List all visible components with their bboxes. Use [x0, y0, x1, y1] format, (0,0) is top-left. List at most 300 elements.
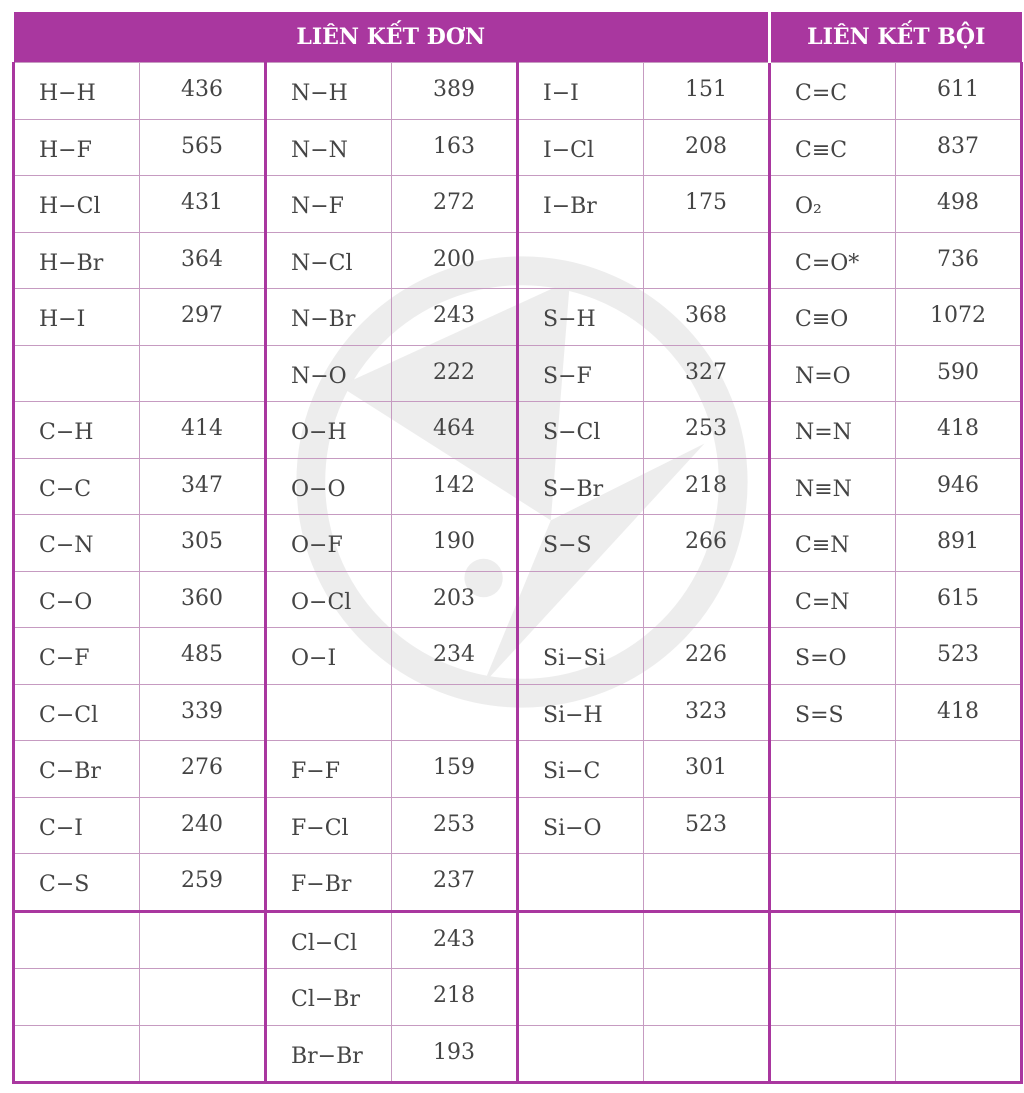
energy-value: 226	[685, 642, 727, 667]
energy-cell	[392, 628, 518, 685]
bond-cell	[266, 741, 392, 798]
bond-cell	[266, 797, 392, 854]
bond-cell	[770, 119, 896, 176]
bond-label	[771, 969, 895, 987]
energy-cell	[392, 458, 518, 515]
bond-cell	[770, 63, 896, 120]
bond-label	[15, 346, 139, 364]
energy-cell	[896, 345, 1022, 402]
bond-label	[267, 685, 391, 703]
energy-value: 368	[685, 303, 727, 328]
energy-cell	[896, 911, 1022, 969]
bond-cell	[266, 571, 392, 628]
table-row	[14, 1025, 1022, 1083]
energy-value: 523	[937, 642, 979, 667]
energy-value: 243	[433, 303, 475, 328]
bond-label: C−S	[39, 872, 90, 897]
energy-cell	[644, 741, 770, 798]
energy-cell	[140, 969, 266, 1026]
bond-cell	[770, 176, 896, 233]
bond-cell	[266, 684, 392, 741]
bond-label: Br−Br	[291, 1043, 363, 1069]
bond-cell	[770, 797, 896, 854]
table-row	[14, 176, 1022, 233]
energy-value	[896, 798, 1020, 812]
bond-label: H−I	[39, 307, 86, 332]
bond-cell	[14, 854, 140, 912]
table-row	[14, 515, 1022, 572]
bond-cell	[266, 628, 392, 685]
bond-energy-table	[12, 12, 1023, 1084]
energy-cell	[140, 402, 266, 459]
energy-value: 253	[433, 811, 475, 837]
bond-label: Cl−Br	[291, 987, 360, 1012]
energy-value: 266	[685, 529, 727, 554]
table-row	[14, 628, 1022, 685]
bond-cell	[770, 854, 896, 912]
bond-cell	[266, 515, 392, 572]
table-row	[14, 571, 1022, 628]
bond-label	[15, 913, 139, 931]
energy-value: 272	[433, 190, 475, 215]
energy-value: 159	[433, 755, 475, 780]
bond-label	[519, 913, 643, 931]
bond-cell	[14, 345, 140, 402]
energy-value: 237	[433, 868, 475, 893]
energy-cell	[644, 119, 770, 176]
bond-label: N−Cl	[291, 250, 353, 276]
bond-cell	[266, 232, 392, 289]
bond-label	[771, 798, 895, 816]
energy-value: 347	[181, 472, 223, 498]
bond-label: H−Cl	[39, 194, 101, 219]
energy-value	[140, 1026, 264, 1040]
energy-cell	[140, 797, 266, 854]
bond-label: Si−H	[543, 702, 603, 728]
bond-cell	[14, 458, 140, 515]
energy-cell	[644, 684, 770, 741]
bond-label: F−Cl	[291, 815, 349, 841]
energy-value	[896, 913, 1020, 927]
energy-cell	[644, 289, 770, 346]
bond-label: I−Br	[543, 194, 597, 219]
bond-cell	[518, 402, 644, 459]
energy-value: 736	[937, 246, 979, 272]
energy-cell	[896, 854, 1022, 912]
energy-cell	[392, 176, 518, 233]
bond-label	[519, 854, 643, 872]
energy-cell	[644, 63, 770, 120]
bond-cell	[14, 797, 140, 854]
bond-label	[519, 572, 643, 590]
energy-cell	[896, 458, 1022, 515]
bond-label: O−I	[291, 646, 337, 671]
bond-label: Si−Si	[543, 646, 606, 671]
energy-value: 222	[433, 359, 475, 385]
energy-cell	[392, 345, 518, 402]
bond-label: N−O	[291, 363, 347, 389]
energy-cell	[392, 402, 518, 459]
energy-value	[140, 346, 264, 360]
bond-cell	[518, 63, 644, 120]
bond-cell	[518, 571, 644, 628]
bond-label: C−Br	[39, 759, 101, 784]
energy-value: 175	[685, 190, 727, 215]
bond-cell	[518, 119, 644, 176]
bond-cell	[266, 402, 392, 459]
bond-cell	[14, 628, 140, 685]
bond-cell	[518, 176, 644, 233]
energy-value: 360	[181, 585, 223, 611]
energy-value: 259	[181, 868, 223, 893]
energy-cell	[140, 458, 266, 515]
energy-cell	[644, 458, 770, 515]
bond-label: O₂	[795, 194, 822, 219]
bond-label: C−F	[39, 646, 90, 671]
energy-value: 485	[181, 642, 223, 667]
energy-value: 590	[937, 359, 979, 385]
bond-cell	[518, 741, 644, 798]
energy-cell	[392, 232, 518, 289]
energy-cell	[140, 63, 266, 120]
energy-cell	[896, 63, 1022, 120]
bond-cell	[266, 458, 392, 515]
energy-cell	[644, 1025, 770, 1083]
energy-value: 464	[433, 416, 475, 441]
bond-cell	[770, 515, 896, 572]
energy-value: 163	[433, 133, 475, 159]
energy-value: 418	[937, 416, 979, 441]
energy-value: 946	[937, 472, 979, 498]
table-body	[14, 63, 1022, 1083]
energy-value: 615	[937, 585, 979, 611]
bond-label: C≡N	[795, 533, 850, 558]
bond-cell	[14, 684, 140, 741]
energy-value	[392, 685, 516, 699]
bond-cell	[14, 1025, 140, 1083]
bond-label: F−F	[291, 759, 340, 784]
table-row	[14, 63, 1022, 120]
energy-value: 297	[181, 303, 223, 328]
energy-cell	[392, 63, 518, 120]
bond-label: C=O*	[795, 250, 860, 276]
bond-cell	[518, 345, 644, 402]
bond-cell	[770, 289, 896, 346]
bond-cell	[518, 628, 644, 685]
bond-cell	[518, 458, 644, 515]
energy-value: 253	[685, 416, 727, 441]
table-row	[14, 458, 1022, 515]
bond-cell	[14, 119, 140, 176]
bond-label: C−H	[39, 420, 94, 445]
energy-value	[896, 1026, 1020, 1040]
bond-cell	[266, 1025, 392, 1083]
bond-label	[771, 854, 895, 872]
bond-cell	[770, 345, 896, 402]
bond-cell	[518, 911, 644, 969]
bond-cell	[266, 119, 392, 176]
energy-value: 218	[685, 472, 727, 498]
bond-label: F−Br	[291, 872, 352, 897]
bond-cell	[518, 854, 644, 912]
table-row	[14, 402, 1022, 459]
energy-value: 323	[685, 698, 727, 724]
energy-value: 1072	[930, 303, 986, 328]
bond-cell	[770, 911, 896, 969]
energy-value	[644, 913, 768, 927]
energy-cell	[392, 969, 518, 1026]
bond-energy-table-container	[12, 12, 1018, 1084]
bond-cell	[518, 684, 644, 741]
energy-cell	[896, 119, 1022, 176]
bond-label	[519, 969, 643, 987]
bond-label	[771, 913, 895, 931]
bond-cell	[14, 515, 140, 572]
energy-cell	[140, 232, 266, 289]
energy-cell	[392, 571, 518, 628]
bond-label: N=O	[795, 363, 851, 389]
bond-label: O−O	[291, 476, 346, 502]
bond-label: S−Cl	[543, 420, 601, 445]
bond-label: C−N	[39, 533, 94, 558]
energy-value	[644, 854, 768, 868]
energy-value: 498	[937, 190, 979, 215]
bond-label: O−H	[291, 420, 347, 445]
energy-value	[140, 913, 264, 927]
bond-cell	[770, 458, 896, 515]
bond-cell	[770, 741, 896, 798]
energy-cell	[392, 911, 518, 969]
table-row	[14, 969, 1022, 1026]
table-row	[14, 911, 1022, 969]
bond-cell	[770, 571, 896, 628]
bond-label: C−C	[39, 476, 92, 502]
bond-label	[771, 1026, 895, 1044]
bond-cell	[14, 176, 140, 233]
energy-value: 276	[181, 755, 223, 780]
energy-cell	[644, 911, 770, 969]
energy-cell	[896, 289, 1022, 346]
energy-cell	[896, 571, 1022, 628]
bond-label: H−H	[39, 81, 96, 106]
bond-cell	[770, 1025, 896, 1083]
energy-value	[140, 969, 264, 983]
energy-value: 837	[937, 133, 979, 159]
energy-value: 523	[685, 811, 727, 837]
energy-value: 151	[685, 77, 727, 102]
energy-cell	[644, 969, 770, 1026]
energy-value: 418	[937, 698, 979, 724]
energy-cell	[140, 1025, 266, 1083]
single-bond-header: LIÊN KẾT ĐƠN	[14, 12, 770, 63]
energy-value: 327	[685, 359, 727, 385]
bond-label: S−S	[543, 533, 592, 558]
energy-cell	[896, 684, 1022, 741]
energy-value: 431	[181, 190, 223, 215]
bond-label: Cl−Cl	[291, 930, 358, 956]
energy-cell	[896, 741, 1022, 798]
bond-label: I−I	[543, 81, 579, 106]
energy-cell	[644, 345, 770, 402]
multiple-bond-header: LIÊN KẾT BỘI	[770, 12, 1022, 63]
table-row	[14, 684, 1022, 741]
bond-label: C−I	[39, 815, 83, 841]
energy-cell	[896, 232, 1022, 289]
energy-value	[896, 854, 1020, 868]
bond-cell	[266, 345, 392, 402]
energy-cell	[392, 119, 518, 176]
energy-cell	[392, 797, 518, 854]
bond-cell	[518, 232, 644, 289]
bond-cell	[770, 628, 896, 685]
bond-cell	[770, 684, 896, 741]
bond-label: N=N	[795, 420, 852, 445]
bond-label: O−F	[291, 533, 343, 558]
bond-label	[519, 1026, 643, 1044]
bond-label: S=S	[795, 702, 844, 728]
energy-cell	[644, 402, 770, 459]
energy-cell	[392, 741, 518, 798]
energy-cell	[392, 684, 518, 741]
energy-value: 218	[433, 983, 475, 1008]
energy-cell	[140, 571, 266, 628]
energy-value: 193	[433, 1039, 475, 1065]
table-row	[14, 345, 1022, 402]
energy-value	[644, 969, 768, 983]
energy-value	[896, 741, 1020, 755]
bond-cell	[14, 232, 140, 289]
energy-value	[644, 1026, 768, 1040]
table-row	[14, 119, 1022, 176]
energy-value: 891	[937, 529, 979, 554]
energy-cell	[140, 119, 266, 176]
bond-label: N−Br	[291, 307, 356, 332]
bond-label: I−Cl	[543, 137, 594, 163]
energy-value: 339	[181, 698, 223, 724]
energy-value: 190	[433, 529, 475, 554]
table-row	[14, 741, 1022, 798]
bond-label	[519, 233, 643, 251]
energy-cell	[896, 628, 1022, 685]
energy-cell	[140, 628, 266, 685]
energy-value: 414	[181, 416, 223, 441]
bond-label: S=O	[795, 646, 847, 671]
bond-label: C≡O	[795, 307, 849, 332]
energy-cell	[644, 176, 770, 233]
bond-cell	[266, 969, 392, 1026]
energy-value	[644, 233, 768, 247]
energy-cell	[140, 345, 266, 402]
energy-cell	[896, 176, 1022, 233]
energy-cell	[140, 741, 266, 798]
energy-cell	[644, 515, 770, 572]
energy-cell	[644, 232, 770, 289]
bond-cell	[14, 969, 140, 1026]
bond-cell	[14, 571, 140, 628]
energy-cell	[896, 969, 1022, 1026]
bond-label: Si−C	[543, 759, 601, 784]
bond-label	[15, 969, 139, 987]
bond-label: N−H	[291, 81, 348, 106]
bond-cell	[518, 289, 644, 346]
energy-value	[644, 572, 768, 586]
energy-cell	[140, 684, 266, 741]
energy-value: 305	[181, 529, 223, 554]
bond-label: S−Br	[543, 476, 604, 502]
energy-value: 240	[181, 811, 223, 837]
energy-value: 611	[937, 77, 979, 102]
energy-cell	[896, 1025, 1022, 1083]
energy-value: 243	[433, 926, 475, 952]
bond-label	[771, 741, 895, 759]
energy-cell	[392, 1025, 518, 1083]
bond-cell	[266, 176, 392, 233]
energy-value: 208	[685, 133, 727, 159]
energy-cell	[140, 176, 266, 233]
bond-label: H−Br	[39, 250, 104, 276]
energy-value	[896, 969, 1020, 983]
bond-label: S−F	[543, 363, 592, 389]
bond-label: C−O	[39, 589, 93, 615]
energy-value: 364	[181, 246, 223, 272]
energy-value: 203	[433, 585, 475, 611]
bond-cell	[14, 289, 140, 346]
bond-label: S−H	[543, 307, 596, 332]
bond-label	[15, 1026, 139, 1044]
energy-cell	[140, 854, 266, 912]
energy-value: 436	[181, 77, 223, 102]
energy-cell	[140, 289, 266, 346]
energy-cell	[644, 571, 770, 628]
energy-cell	[140, 515, 266, 572]
bond-cell	[14, 402, 140, 459]
bond-cell	[266, 911, 392, 969]
bond-cell	[770, 402, 896, 459]
bond-label: C−Cl	[39, 702, 99, 728]
bond-label: N≡N	[795, 476, 852, 502]
bond-label: N−F	[291, 194, 344, 219]
bond-cell	[770, 969, 896, 1026]
table-row	[14, 232, 1022, 289]
bond-label: O−Cl	[291, 589, 352, 615]
bond-cell	[266, 289, 392, 346]
table-header-row	[14, 12, 1022, 63]
table-row	[14, 289, 1022, 346]
bond-label: N−N	[291, 137, 348, 163]
bond-cell	[518, 515, 644, 572]
energy-value: 200	[433, 246, 475, 272]
energy-value: 301	[685, 755, 727, 780]
energy-value: 389	[433, 77, 475, 102]
energy-cell	[896, 402, 1022, 459]
energy-value: 234	[433, 642, 475, 667]
energy-cell	[644, 628, 770, 685]
energy-cell	[896, 515, 1022, 572]
energy-cell	[392, 854, 518, 912]
bond-cell	[518, 1025, 644, 1083]
energy-value: 142	[433, 472, 475, 498]
energy-cell	[392, 515, 518, 572]
table-row	[14, 797, 1022, 854]
bond-cell	[770, 232, 896, 289]
energy-cell	[644, 854, 770, 912]
energy-value: 565	[181, 133, 223, 159]
bond-cell	[518, 969, 644, 1026]
energy-cell	[896, 797, 1022, 854]
energy-cell	[392, 289, 518, 346]
bond-cell	[266, 854, 392, 912]
bond-label: Si−O	[543, 815, 602, 841]
